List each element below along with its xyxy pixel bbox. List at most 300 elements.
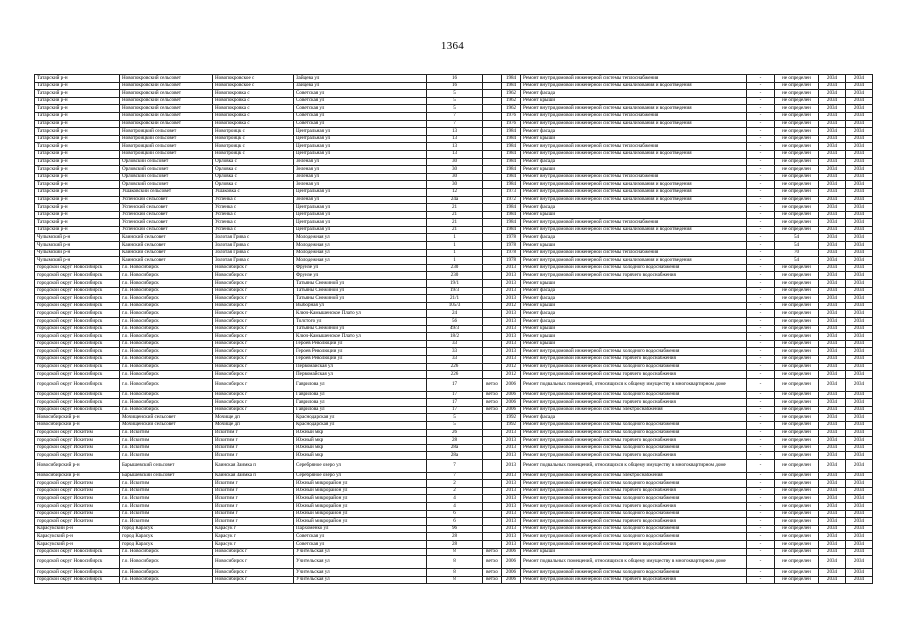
cell-settlement: Искитим г <box>213 510 294 518</box>
cell-cost: не определен <box>775 525 819 533</box>
cell-year-end: 2034 <box>846 257 873 265</box>
cell-condition <box>483 112 502 120</box>
table-row <box>35 97 873 105</box>
cell-settlement: Новопокровка с <box>213 97 294 105</box>
cell-district: городской округ Новосибирск <box>35 569 120 577</box>
cell-municipality: Орловский сельсовет <box>120 173 213 181</box>
cell-settlement: Искитим г <box>213 495 294 503</box>
cell-work-type: Ремонт фасада <box>521 295 747 303</box>
cell-cost: не определен <box>775 302 819 310</box>
cell-year-end: 2034 <box>846 82 873 90</box>
cell-settlement: Новосибирск г <box>213 371 294 379</box>
cell-municipality: город Карасук <box>120 525 213 533</box>
cell-dash: - <box>747 295 775 303</box>
cell-house-number: 21/1 <box>427 295 483 303</box>
cell-house-number: 17 <box>427 391 483 399</box>
cell-dash: - <box>747 556 775 569</box>
cell-year-start: 2034 <box>819 280 846 288</box>
cell-municipality: г.о. Искитим <box>120 444 213 452</box>
cell-dash: - <box>747 541 775 549</box>
cell-cost: не определен <box>775 105 819 113</box>
cell-district: Татарский р-н <box>35 128 120 136</box>
cell-year-end: 2034 <box>846 333 873 341</box>
cell-dash: - <box>747 340 775 348</box>
table-row <box>35 302 873 310</box>
cell-house-number: 13 <box>427 128 483 136</box>
cell-year-end: 2034 <box>846 287 873 295</box>
cell-street: Первомайская ул <box>294 363 427 371</box>
cell-cost: не определен <box>775 173 819 181</box>
cell-district: Татарский р-н <box>35 143 120 151</box>
cell-cost: не определен <box>775 406 819 414</box>
cell-municipality: г.о. Искитим <box>120 510 213 518</box>
cell-dash: - <box>747 75 775 83</box>
cell-dash: - <box>747 480 775 488</box>
cell-house-number: 5 <box>427 105 483 113</box>
cell-district: городской округ Искитим <box>35 444 120 452</box>
cell-cost: не определен <box>775 219 819 227</box>
cell-district: городской округ Искитим <box>35 518 120 526</box>
cell-work-type: Ремонт внутридомовой инженерной системы холодного водоснабжения <box>521 569 747 577</box>
cell-street: Молодежная ул <box>294 242 427 250</box>
cell-house-number: 24а <box>427 196 483 204</box>
table-row <box>35 541 873 549</box>
cell-street: Учительская ул <box>294 556 427 569</box>
cell-year-end: 2034 <box>846 371 873 379</box>
cell-district: Татарский р-н <box>35 112 120 120</box>
cell-municipality: Успенский сельсовет <box>120 196 213 204</box>
cell-municipality: Новотроицкий сельсовет <box>120 143 213 151</box>
cell-street: Южный мкр <box>294 437 427 445</box>
cell-dash: - <box>747 444 775 452</box>
cell-cost: не определен <box>775 166 819 174</box>
cell-year-end: 2034 <box>846 399 873 407</box>
cell-municipality: г.о. Новосибирск <box>120 272 213 280</box>
cell-year-start: 2034 <box>819 242 846 250</box>
cell-condition <box>483 421 502 429</box>
cell-street: Гаврилова ул <box>294 406 427 414</box>
cell-dash: - <box>747 310 775 318</box>
cell-municipality: Мочищенский сельсовет <box>120 421 213 429</box>
cell-dash: - <box>747 242 775 250</box>
table-row <box>35 128 873 136</box>
cell-work-type: Ремонт внутридомовой инженерной системы горячего водоснабжения <box>521 452 747 460</box>
cell-dash: - <box>747 226 775 234</box>
cell-year: 1984 <box>502 226 521 234</box>
cell-dash: - <box>747 548 775 556</box>
table-row <box>35 295 873 303</box>
cell-work-type: Ремонт внутридомовой инженерной системы холодного водоснабжения <box>521 429 747 437</box>
cell-cost: не определен <box>775 503 819 511</box>
page-number: 1364 <box>440 40 465 52</box>
cell-work-type: Ремонт внутридомовой инженерной системы холодного водоснабжения <box>521 363 747 371</box>
cell-district: городской округ Новосибирск <box>35 333 120 341</box>
cell-condition <box>483 325 502 333</box>
cell-cost: не определен <box>775 204 819 212</box>
cell-district: Татарский р-н <box>35 150 120 158</box>
cell-street: Учительская ул <box>294 569 427 577</box>
cell-street: Пархоменко ул <box>294 525 427 533</box>
cell-street: Центральная ул <box>294 204 427 212</box>
cell-settlement: Новопокровка с <box>213 120 294 128</box>
cell-dash: - <box>747 128 775 136</box>
cell-district: Татарский р-н <box>35 97 120 105</box>
cell-municipality: г.о. Новосибирск <box>120 280 213 288</box>
cell-house-number: 28 <box>427 437 483 445</box>
cell-year: 2013 <box>502 503 521 511</box>
table-row <box>35 242 873 250</box>
table-row <box>35 219 873 227</box>
cell-settlement: Карасук г <box>213 533 294 541</box>
cell-year: 2013 <box>502 480 521 488</box>
cell-settlement: Мочище дп <box>213 421 294 429</box>
cell-municipality: Успенский сельсовет <box>120 211 213 219</box>
cell-work-type: Ремонт внутридомовой инженерной системы канализования и водоотведения <box>521 196 747 204</box>
cell-year-end: 2034 <box>846 75 873 83</box>
cell-work-type: Ремонт крыши <box>521 211 747 219</box>
cell-house-number: 30 <box>427 166 483 174</box>
cell-municipality: г.о. Искитим <box>120 487 213 495</box>
cell-street: Зеленая ул <box>294 181 427 189</box>
cell-year-start: 2034 <box>819 437 846 445</box>
cell-year-end: 2034 <box>846 495 873 503</box>
cell-year: 2013 <box>502 437 521 445</box>
cell-work-type: Ремонт подвальных помещений, относящихся к общему имуществу в многоквартирном доме <box>521 556 747 569</box>
cell-cost: не определен <box>775 181 819 189</box>
cell-year: 2006 <box>502 406 521 414</box>
cell-street: Советская ул <box>294 533 427 541</box>
cell-work-type: Ремонт внутридомовой инженерной системы холодного водоснабжения <box>521 480 747 488</box>
cell-settlement: Искитим г <box>213 437 294 445</box>
cell-year-end: 2034 <box>846 97 873 105</box>
cell-street: Учительская ул <box>294 576 427 584</box>
cell-district: городской округ Новосибирск <box>35 310 120 318</box>
cell-year-start: 2034 <box>819 249 846 257</box>
table-row <box>35 143 873 151</box>
cell-year-start: 2034 <box>819 503 846 511</box>
cell-year: 2013 <box>502 495 521 503</box>
cell-settlement: Новосибирск г <box>213 348 294 356</box>
cell-cost: не определен <box>775 264 819 272</box>
cell-condition: ветхо <box>483 569 502 577</box>
cell-district: городской округ Новосибирск <box>35 556 120 569</box>
cell-year-start: 2034 <box>819 143 846 151</box>
cell-year: 1978 <box>502 249 521 257</box>
cell-year: 1984 <box>502 204 521 212</box>
cell-condition <box>483 75 502 83</box>
cell-dash: - <box>747 452 775 460</box>
cell-year-end: 2034 <box>846 181 873 189</box>
cell-year-end: 2034 <box>846 355 873 363</box>
cell-dash: - <box>747 219 775 227</box>
cell-year-end: 2034 <box>846 280 873 288</box>
cell-year: 2006 <box>502 378 521 391</box>
cell-year: 2013 <box>502 452 521 460</box>
cell-house-number: 33 <box>427 340 483 348</box>
cell-year: 1962 <box>502 105 521 113</box>
cell-work-type: Ремонт внутридомовой инженерной системы электроснабжения <box>521 406 747 414</box>
cell-year: 2006 <box>502 569 521 577</box>
cell-house-number: 16 <box>427 82 483 90</box>
cell-year-end: 2034 <box>846 204 873 212</box>
cell-settlement: Искитим г <box>213 487 294 495</box>
cell-district: городской округ Новосибирск <box>35 302 120 310</box>
cell-street: Ключ-Камышенское Плато ул <box>294 333 427 341</box>
cell-street: Зеленая ул <box>294 196 427 204</box>
cell-street: Молодежная ул <box>294 249 427 257</box>
cell-year-end: 2034 <box>846 444 873 452</box>
cell-municipality: Ушаковский сельсовет <box>120 188 213 196</box>
cell-condition <box>483 257 502 265</box>
cell-settlement: Новосибирск г <box>213 340 294 348</box>
cell-dash: - <box>747 82 775 90</box>
cell-year-start: 2034 <box>819 472 846 480</box>
cell-settlement: Золотая Грива с <box>213 249 294 257</box>
table-row <box>35 173 873 181</box>
cell-dash: - <box>747 355 775 363</box>
cell-year: 2013 <box>502 264 521 272</box>
cell-condition <box>483 264 502 272</box>
cell-district: городской округ Искитим <box>35 487 120 495</box>
cell-year-end: 2034 <box>846 310 873 318</box>
table-row <box>35 421 873 429</box>
cell-year-start: 2034 <box>819 302 846 310</box>
cell-house-number: 2 <box>427 480 483 488</box>
cell-condition <box>483 272 502 280</box>
cell-municipality: г.о. Новосибирск <box>120 363 213 371</box>
cell-municipality: Каинский сельсовет <box>120 234 213 242</box>
cell-house-number: 1 <box>427 242 483 250</box>
cell-condition <box>483 525 502 533</box>
cell-municipality: г.о. Новосибирск <box>120 355 213 363</box>
cell-district: Татарский р-н <box>35 105 120 113</box>
cell-dash: - <box>747 272 775 280</box>
cell-condition <box>483 371 502 379</box>
table-row <box>35 576 873 584</box>
cell-house-number: 8 <box>427 548 483 556</box>
cell-house-number: 24 <box>427 310 483 318</box>
cell-year-end: 2034 <box>846 295 873 303</box>
cell-dash: - <box>747 173 775 181</box>
cell-municipality: г.о. Новосибирск <box>120 371 213 379</box>
cell-district: городской округ Новосибирск <box>35 548 120 556</box>
cell-settlement: Новосибирск г <box>213 391 294 399</box>
cell-dash: - <box>747 406 775 414</box>
cell-municipality: г.о. Новосибирск <box>120 302 213 310</box>
cell-year: 1984 <box>502 219 521 227</box>
cell-year-end: 2034 <box>846 112 873 120</box>
cell-street: Южный микрорайон ул <box>294 518 427 526</box>
cell-year: 2006 <box>502 399 521 407</box>
cell-district: городской округ Искитим <box>35 452 120 460</box>
cell-condition <box>483 533 502 541</box>
cell-municipality: г.о. Новосибирск <box>120 295 213 303</box>
cell-municipality: город Карасук <box>120 541 213 549</box>
cell-year: 1962 <box>502 97 521 105</box>
cell-dash: - <box>747 495 775 503</box>
cell-settlement: Искитим г <box>213 452 294 460</box>
cell-year-end: 2034 <box>846 510 873 518</box>
cell-street: Центральная ул <box>294 143 427 151</box>
cell-work-type: Ремонт внутридомовой инженерной системы канализования и водоотведения <box>521 150 747 158</box>
cell-cost: не определен <box>775 211 819 219</box>
cell-year-end: 2034 <box>846 143 873 151</box>
cell-year: 2013 <box>502 459 521 472</box>
cell-condition <box>483 158 502 166</box>
cell-settlement: Новосибирск г <box>213 302 294 310</box>
cell-dash: - <box>747 135 775 143</box>
cell-cost: не определен <box>775 143 819 151</box>
cell-district: Татарский р-н <box>35 75 120 83</box>
cell-year: 2013 <box>502 333 521 341</box>
cell-settlement: Новосибирск г <box>213 272 294 280</box>
cell-condition <box>483 204 502 212</box>
cell-work-type: Ремонт внутридомовой инженерной системы холодного водоснабжения <box>521 264 747 272</box>
cell-cost: не определен <box>775 576 819 584</box>
cell-settlement: Каинская Заимка п <box>213 459 294 472</box>
cell-cost: не определен <box>775 226 819 234</box>
cell-cost: не определен <box>775 510 819 518</box>
cell-street: Южный микрорайон ул <box>294 503 427 511</box>
cell-work-type: Ремонт внутридомовой инженерной системы холодного водоснабжения <box>521 444 747 452</box>
cell-year-start: 2034 <box>819 90 846 98</box>
cell-year: 1978 <box>502 242 521 250</box>
cell-street: Южный микрорайон ул <box>294 510 427 518</box>
cell-dash: - <box>747 211 775 219</box>
table-row <box>35 226 873 234</box>
cell-year: 2013 <box>502 295 521 303</box>
cell-condition <box>483 173 502 181</box>
cell-settlement: Новосибирск г <box>213 310 294 318</box>
cell-year-end: 2034 <box>846 90 873 98</box>
cell-dash: - <box>747 437 775 445</box>
cell-year-end: 2034 <box>846 576 873 584</box>
cell-street: Центральная ул <box>294 211 427 219</box>
cell-settlement: Новосибирск г <box>213 318 294 326</box>
cell-district: Татарский р-н <box>35 219 120 227</box>
cell-cost: не определен <box>775 272 819 280</box>
cell-district: городской округ Новосибирск <box>35 318 120 326</box>
cell-year-end: 2034 <box>846 429 873 437</box>
cell-condition <box>483 249 502 257</box>
cell-year: 2013 <box>502 280 521 288</box>
cell-settlement: Искитим г <box>213 429 294 437</box>
cell-work-type: Ремонт внутридомовой инженерной системы горячего водоснабжения <box>521 371 747 379</box>
cell-municipality: Успенский сельсовет <box>120 204 213 212</box>
cell-street: Гаврилова ул <box>294 399 427 407</box>
cell-district: городской округ Искитим <box>35 480 120 488</box>
cell-condition <box>483 120 502 128</box>
cell-year-start: 2034 <box>819 518 846 526</box>
cell-municipality: г.о. Новосибирск <box>120 576 213 584</box>
cell-settlement: Новопокровка с <box>213 112 294 120</box>
cell-street: Советская ул <box>294 112 427 120</box>
cell-district: городской округ Искитим <box>35 495 120 503</box>
cell-year-start: 2034 <box>819 363 846 371</box>
cell-year: 2013 <box>502 487 521 495</box>
cell-year-end: 2034 <box>846 302 873 310</box>
cell-work-type: Ремонт внутридомовой инженерной системы холодного водоснабжения <box>521 391 747 399</box>
cell-settlement: Новосибирск г <box>213 556 294 569</box>
cell-dash: - <box>747 348 775 356</box>
cell-condition: ветхо <box>483 576 502 584</box>
table-row <box>35 333 873 341</box>
cell-year-end: 2034 <box>846 569 873 577</box>
cell-district: Новосибирский р-н <box>35 414 120 422</box>
cell-year-start: 2034 <box>819 264 846 272</box>
cell-year: 1973 <box>502 188 521 196</box>
cell-municipality: г.о. Искитим <box>120 429 213 437</box>
cell-dash: - <box>747 280 775 288</box>
cell-house-number: 8 <box>427 556 483 569</box>
cell-cost: не определен <box>775 452 819 460</box>
cell-municipality: г.о. Новосибирск <box>120 399 213 407</box>
cell-dash: - <box>747 487 775 495</box>
cell-year-end: 2034 <box>846 325 873 333</box>
cell-year-start: 2034 <box>819 112 846 120</box>
cell-settlement: Новосибирск г <box>213 287 294 295</box>
cell-year: 1984 <box>502 135 521 143</box>
cell-condition <box>483 295 502 303</box>
cell-condition <box>483 82 502 90</box>
cell-house-number: 5 <box>427 414 483 422</box>
cell-work-type: Ремонт внутридомовой инженерной системы теплоснабжения <box>521 249 747 257</box>
cell-year: 2006 <box>502 576 521 584</box>
cell-street: Южный мкр <box>294 444 427 452</box>
cell-house-number: 33 <box>427 355 483 363</box>
cell-street: Татьяны Снежиной ул <box>294 325 427 333</box>
cell-dash: - <box>747 378 775 391</box>
cell-settlement: Карасук г <box>213 541 294 549</box>
cell-year-start: 2034 <box>819 204 846 212</box>
cell-district: городской округ Новосибирск <box>35 264 120 272</box>
cell-year: 2013 <box>502 325 521 333</box>
cell-municipality: Каинский сельсовет <box>120 257 213 265</box>
cell-municipality: Мочищенский сельсовет <box>120 414 213 422</box>
cell-cost: не определен <box>775 556 819 569</box>
cell-year-end: 2034 <box>846 318 873 326</box>
cell-house-number: 105/3 <box>427 302 483 310</box>
cell-year-start: 2034 <box>819 378 846 391</box>
cell-street: Южный микрорайон ул <box>294 480 427 488</box>
cell-year: 2012 <box>502 371 521 379</box>
cell-work-type: Ремонт крыши <box>521 280 747 288</box>
cell-year-start: 2034 <box>819 348 846 356</box>
cell-settlement: Новотроицк с <box>213 135 294 143</box>
cell-street: Героев Революции ул <box>294 348 427 356</box>
cell-condition <box>483 211 502 219</box>
table-row <box>35 378 873 391</box>
cell-work-type: Ремонт фасада <box>521 414 747 422</box>
cell-street: Центральная ул <box>294 128 427 136</box>
cell-work-type: Ремонт фасада <box>521 90 747 98</box>
cell-year-start: 2034 <box>819 340 846 348</box>
cell-district: городской округ Искитим <box>35 437 120 445</box>
cell-year-start: 2034 <box>819 287 846 295</box>
cell-year-end: 2034 <box>846 249 873 257</box>
cell-work-type: Ремонт крыши <box>521 333 747 341</box>
cell-house-number: 5 <box>427 90 483 98</box>
cell-street: Фрунзе ул <box>294 272 427 280</box>
table-row <box>35 480 873 488</box>
cell-year: 1984 <box>502 181 521 189</box>
cell-year-end: 2034 <box>846 437 873 445</box>
cell-work-type: Ремонт внутридомовой инженерной системы холодного водоснабжения <box>521 348 747 356</box>
cell-condition <box>483 437 502 445</box>
cell-year-start: 2034 <box>819 421 846 429</box>
cell-municipality: г.о. Искитим <box>120 480 213 488</box>
table-row <box>35 525 873 533</box>
